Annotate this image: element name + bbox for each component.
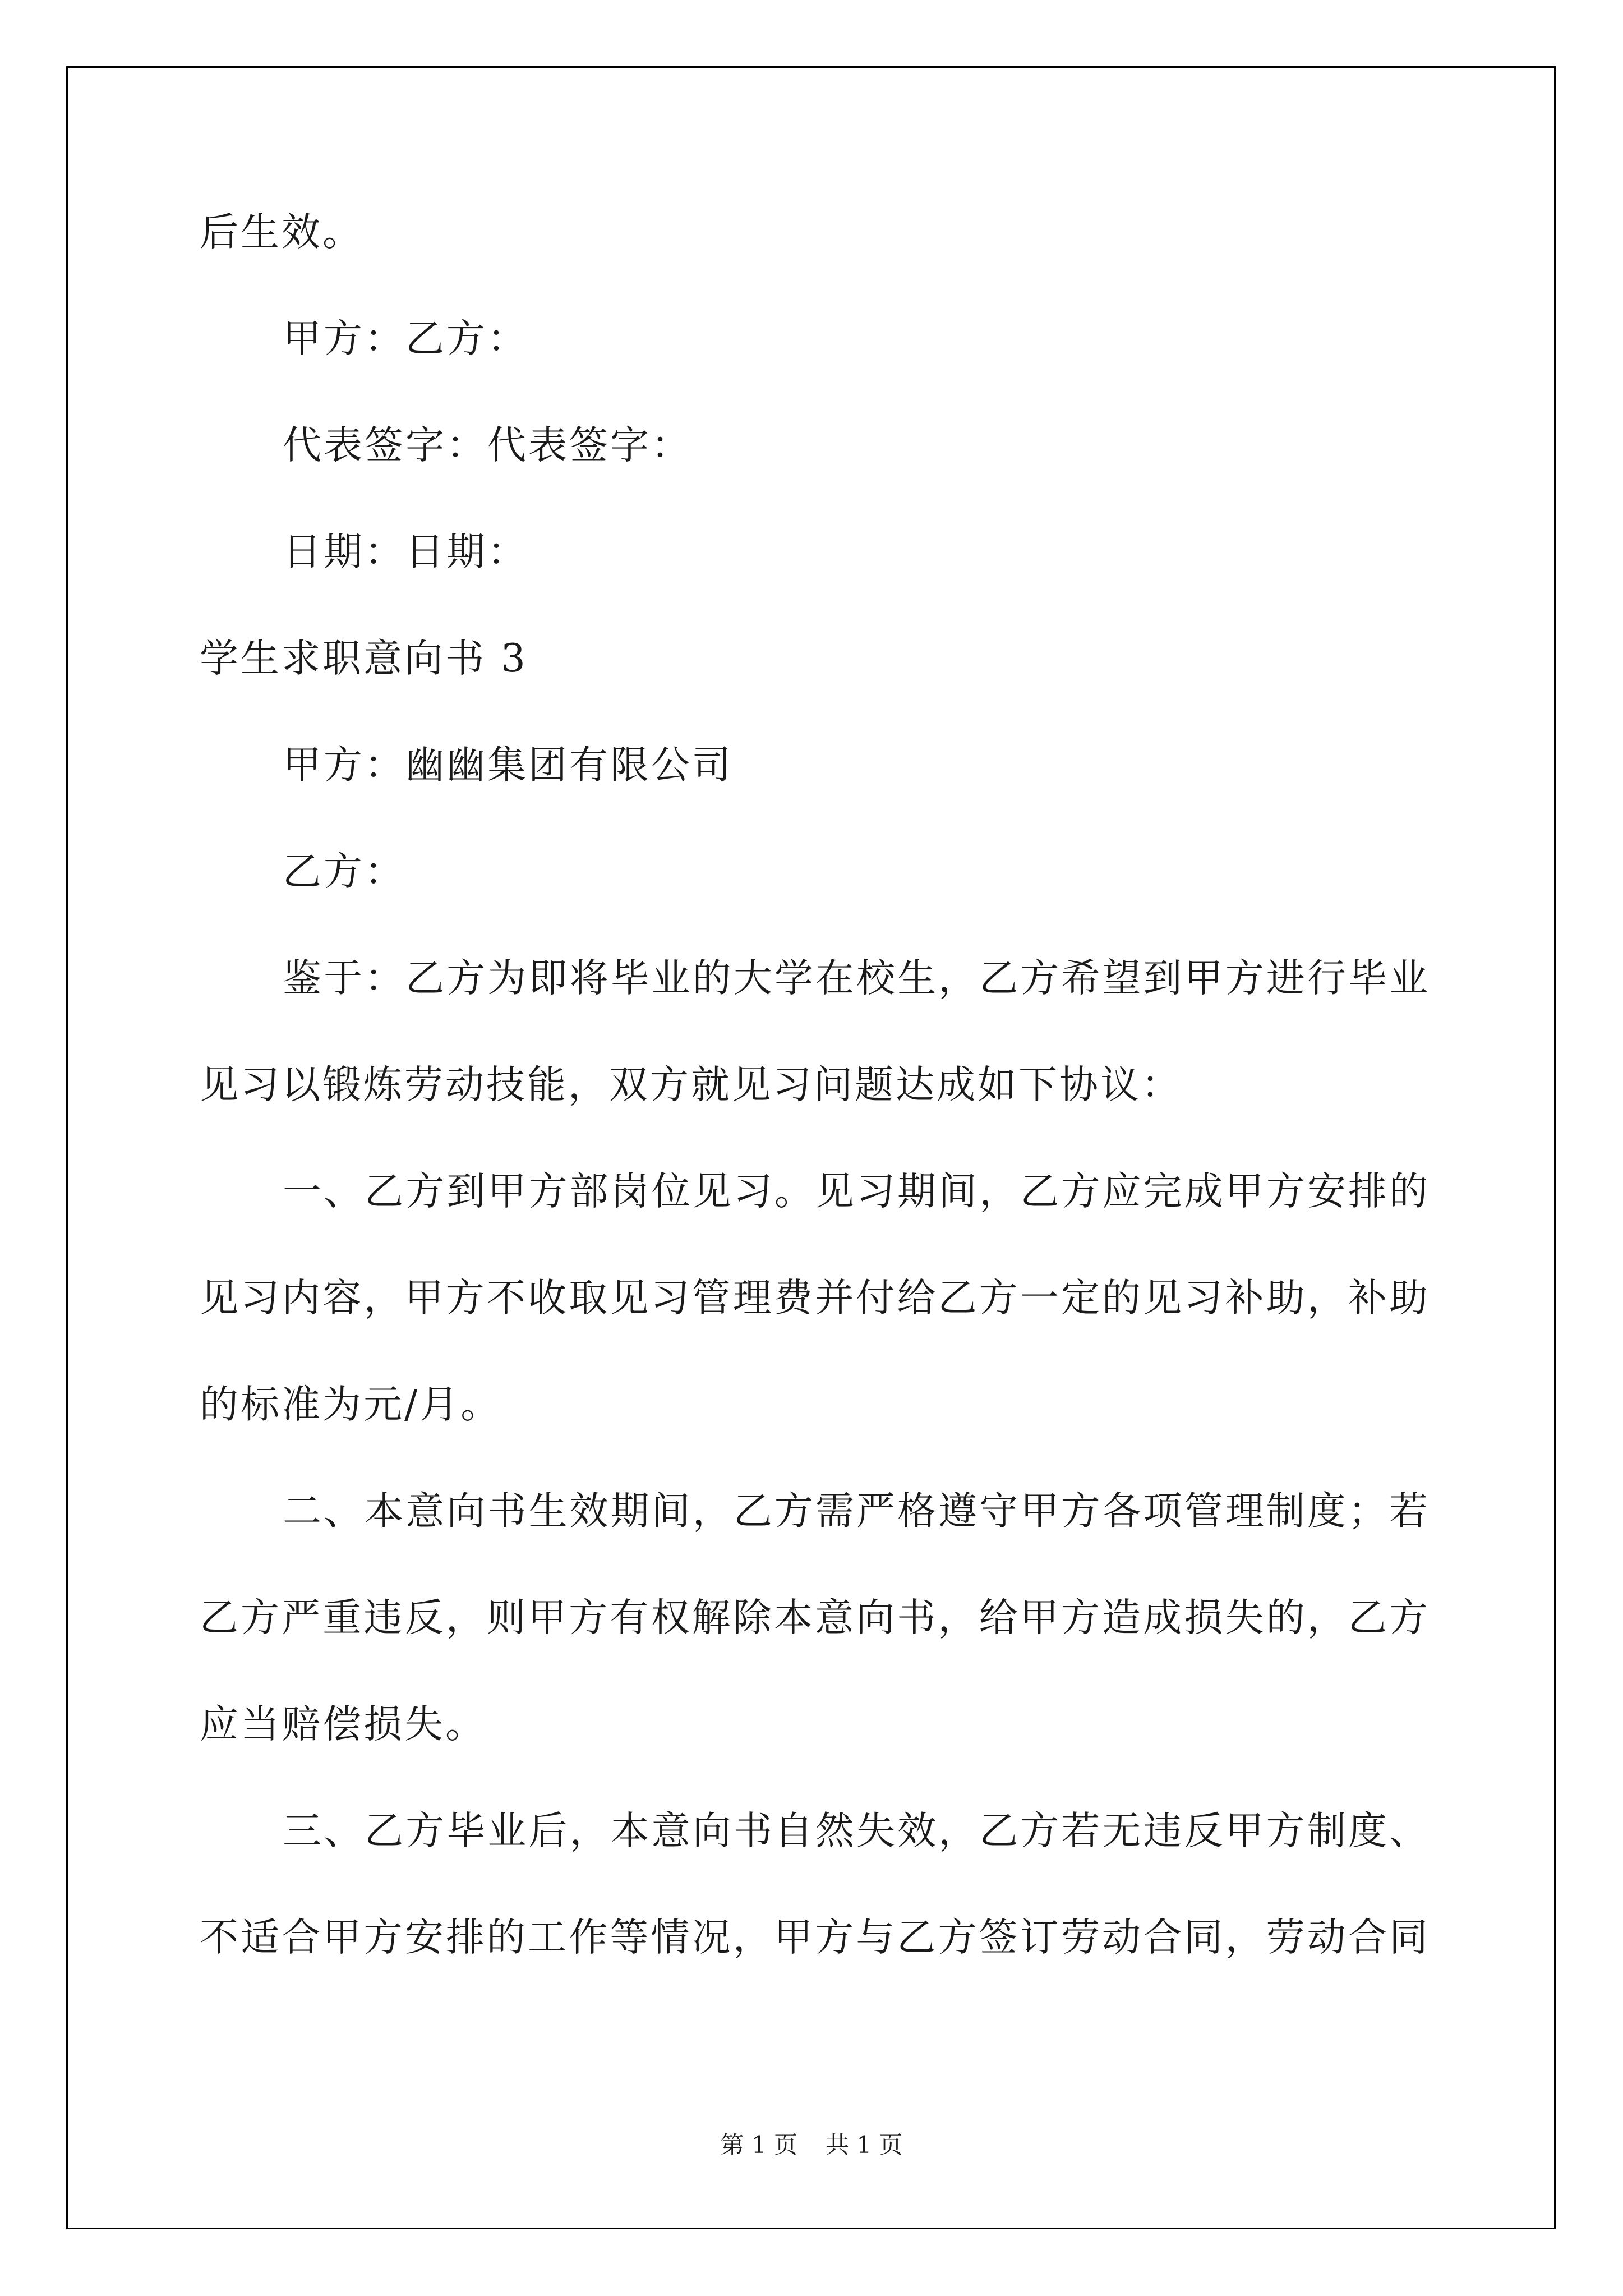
- document-body: [200, 210, 1428, 2025]
- text-line: 不适合甲方安排的工作等情况，甲方与乙方签订劳动合同，劳动合同: [200, 1915, 1428, 1960]
- text-line: 见习内容，甲方不收取见习管理费并付给乙方一定的见习补助，补助: [200, 1276, 1428, 1320]
- page-footer: [0, 2132, 1623, 2159]
- text-line: 后生效。: [200, 210, 363, 255]
- text-line: 甲方：幽幽集团有限公司: [283, 743, 733, 788]
- text-line: 日期：日期：: [283, 530, 528, 574]
- text-line: 鉴于：乙方为即将毕业的大学在校生，乙方希望到甲方进行毕业: [283, 956, 1428, 1001]
- text-line: 乙方严重违反，则甲方有权解除本意向书，给甲方造成损失的，乙方: [200, 1595, 1428, 1640]
- text-line: 乙方：: [283, 849, 405, 894]
- text-line: 甲方：乙方：: [283, 316, 528, 361]
- page-total: 共 1 页: [826, 2131, 903, 2159]
- text-line: 见习以锻炼劳动技能，双方就见习问题达成如下协议：: [200, 1062, 1182, 1107]
- text-line: 代表签字：代表签字：: [283, 423, 692, 468]
- text-line: 的标准为元/月。: [200, 1382, 502, 1427]
- text-line: 三、乙方毕业后，本意向书自然失效，乙方若无违反甲方制度、: [283, 1809, 1428, 1853]
- text-line: 应当赔偿损失。: [200, 1702, 486, 1747]
- text-line: 一、乙方到甲方部岗位见习。见习期间，乙方应完成甲方安排的: [283, 1169, 1428, 1214]
- section-heading: 学生求职意向书 3: [200, 636, 528, 681]
- page-number: 第 1 页: [720, 2131, 797, 2159]
- text-line: 二、本意向书生效期间，乙方需严格遵守甲方各项管理制度；若: [283, 1489, 1428, 1534]
